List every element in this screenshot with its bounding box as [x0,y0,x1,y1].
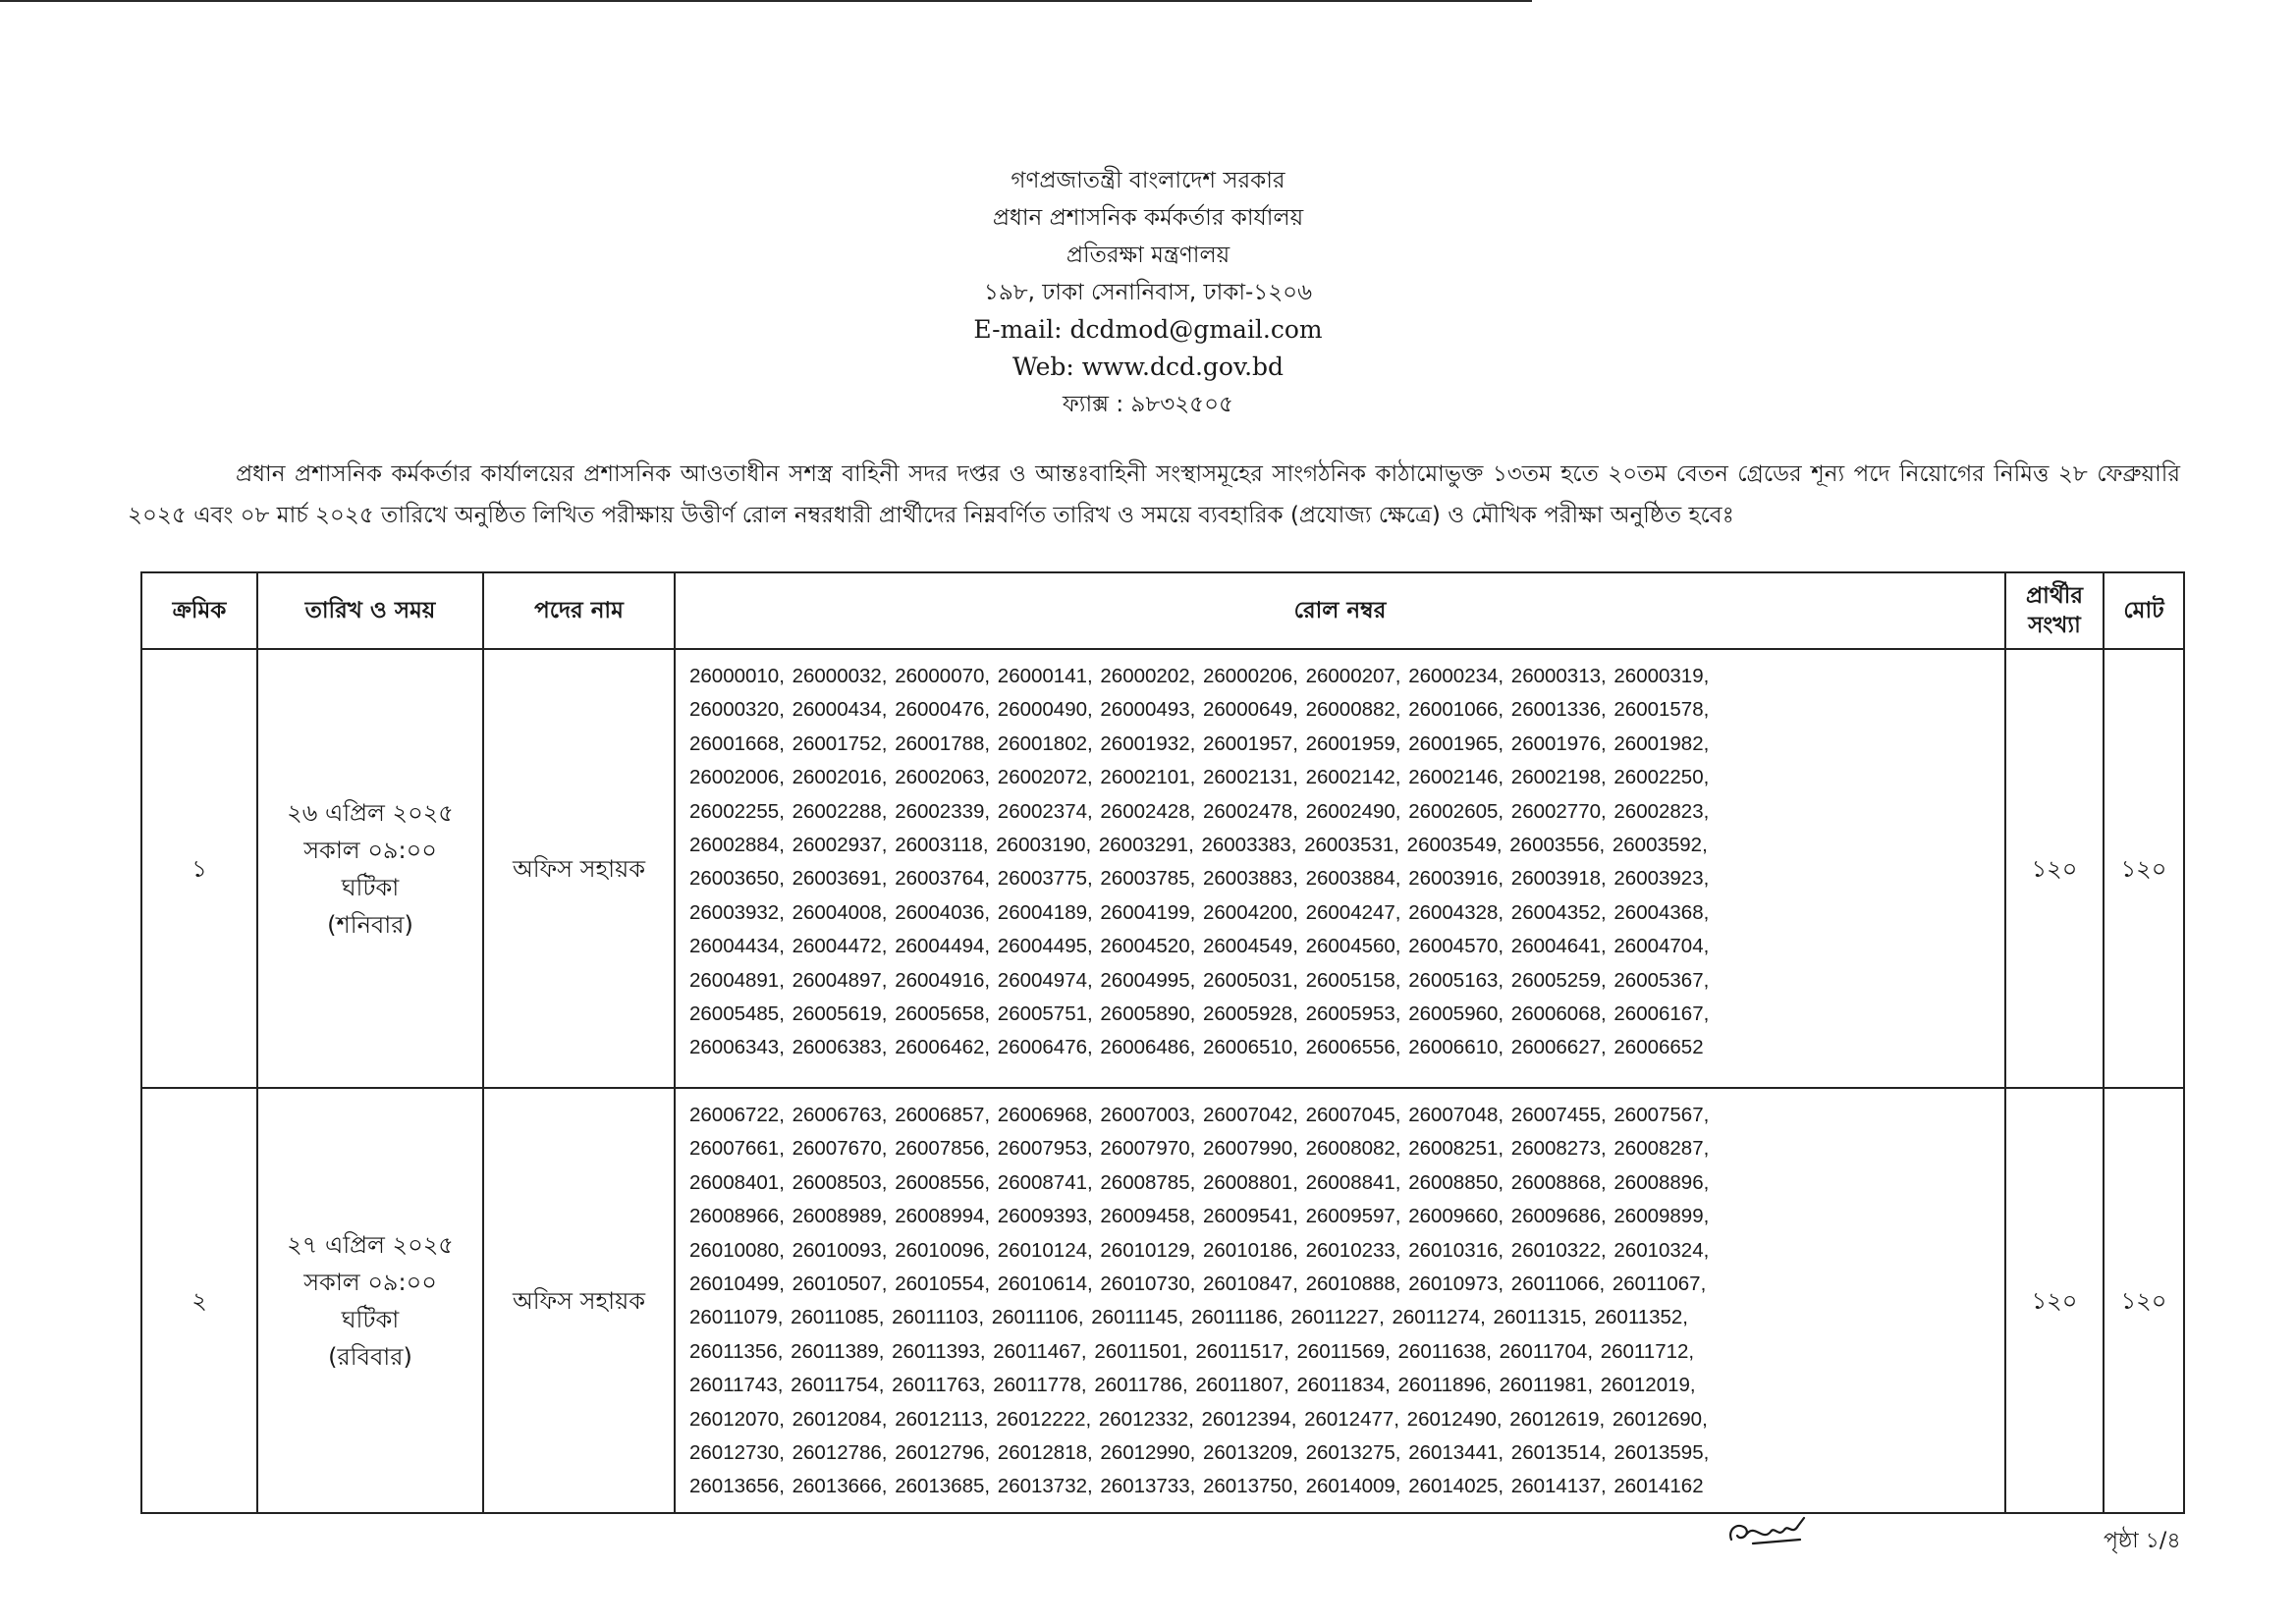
roll-number-line: 26007661, 26007670, 26007856, 26007953, 26007970, 26007990, 26008082, 26008251, 26008273, 26008287, [689,1137,1710,1161]
roll-number-line: 26008401, 26008503, 26008556, 26008741, 26008785, 26008801, 26008841, 26008850, 26008868, 26008896, [689,1170,1710,1194]
roll-number-line: 26006343, 26006383, 26006462, 26006476, 26006486, 26006510, 26006556, 26006610, 26006627, 26006652 [689,1036,1704,1059]
office-name: প্রধান প্রশাসনিক কর্মকর্তার কার্যালয় [992,205,1304,231]
table-header-row [141,572,2184,649]
roll-number-line: 26013656, 26013666, 26013685, 26013732, 26013733, 26013750, 26014009, 26014025, 26014137, 26014162 [689,1475,1704,1498]
header-rolls: রোল নম্বর [675,572,2005,649]
roll-number-line: 26011356, 26011389, 26011393, 26011467, 26011501, 26011517, 26011569, 26011638, 26011704, 26011712, [689,1339,1695,1363]
table-row [141,649,2184,1088]
datetime-unit: ঘটিকা [341,873,400,901]
roll-number-line: 26008966, 26008989, 26008994, 26009393, 26009458, 26009541, 26009597, 26009660, 26009686, 26009899, [689,1205,1710,1228]
roll-number-line: 26001668, 26001752, 26001788, 26001802, 26001932, 26001957, 26001959, 26001965, 26001976, 26001982, [689,731,1710,755]
roll-number-line: 26006722, 26006763, 26006857, 26006968, 26007003, 26007042, 26007045, 26007048, 26007455, 26007567, [689,1104,1710,1126]
notice-paragraph: প্রধান প্রশাসনিক কর্মকর্তার কার্যালয়ের প্রশাসনিক আওতাধীন সশস্ত্র বাহিনী সদর দপ্তর ও আন্তঃবাহিনী সংস্থাসমূহের সাংগঠনিক কাঠামোভুক্ত ১৩তম হতে ২০তম বেতন গ্রেডের শূন্য পদে নিয়োগের নিমিত্ত ২৮ ফেব্রুয়ারি ২০২৫ এবং ০৮ মার্চ ২০২৫ তারিখে অনুষ্ঠিত লিখিত পরীক্ষায় উত্তীর্ণ রোল নম্বরধারী প্রার্থীদের নিম্নবর্ণিত তারিখ ও সময়ে ব্যবহারিক (প্রযোজ্য ক্ষেত্রে) ও মৌখিক পরীক্ষা অনুষ্ঠিত হবেঃ [128,461,2180,528]
office-address: ১৯৮, ঢাকা সেনানিবাস, ঢাকা-১২০৬ [983,280,1313,305]
datetime-cell [257,649,483,1088]
roll-numbers-cell [675,649,2005,1088]
table-row [141,1088,2184,1513]
total-cell: ১২০ [2104,1088,2184,1513]
serial-cell: ১ [141,649,257,1088]
serial-cell: ২ [141,1088,257,1513]
post-cell: অফিস সহায়ক [483,1088,675,1513]
roll-number-line: 26004891, 26004897, 26004916, 26004974, 26004995, 26005031, 26005158, 26005163, 26005259, 26005367, [689,968,1710,992]
roll-number-line: 26004434, 26004472, 26004494, 26004495, 26004520, 26004549, 26004560, 26004570, 26004641, 26004704, [689,935,1710,958]
roll-number-line: 26003650, 26003691, 26003764, 26003775, 26003785, 26003883, 26003884, 26003916, 26003918, 26003923, [689,867,1710,891]
roll-number-line: 26011743, 26011754, 26011763, 26011778, 26011786, 26011807, 26011834, 26011896, 26011981, 26012019, [689,1374,1696,1397]
datetime-day: (রবিবার) [328,1342,412,1371]
letterhead [0,162,2296,423]
total-cell: ১২০ [2104,649,2184,1088]
roll-number-line: 26003932, 26004008, 26004036, 26004189, 26004199, 26004200, 26004247, 26004328, 26004352, 26004368, [689,900,1710,924]
roll-number-line: 26012070, 26012084, 26012113, 26012222, 26012332, 26012394, 26012477, 26012490, 26012619, 26012690, [689,1407,1708,1431]
signature-mark [1723,1512,1812,1551]
roll-number-line: 26011079, 26011085, 26011103, 26011106, 26011145, 26011186, 26011227, 26011274, 26011315, 26011352, [689,1306,1689,1329]
post-cell: অফিস সহায়ক [483,649,675,1088]
ministry-name: প্রতিরক্ষা মন্ত্রণালয় [1066,243,1230,268]
roll-number-line: 26002884, 26002937, 26003118, 26003190, 26003291, 26003383, 26003531, 26003549, 26003556, 26003592, [689,834,1708,857]
roll-number-line: 26005485, 26005619, 26005658, 26005751, 26005890, 26005928, 26005953, 26005960, 26006068, 26006167, [689,1002,1710,1026]
roll-number-line: 26000010, 26000032, 26000070, 26000141, 26000202, 26000206, 26000207, 26000234, 26000313, 26000319, [689,665,1710,687]
roll-number-line: 26000320, 26000434, 26000476, 26000490, 26000493, 26000649, 26000882, 26001066, 26001336, 26001578, [689,698,1710,722]
roll-number-line: 26002006, 26002016, 26002063, 26002072, 26002101, 26002131, 26002142, 26002146, 26002198, 26002250, [689,766,1710,789]
candidates-cell: ১২০ [2005,1088,2104,1513]
roll-number-line: 26010080, 26010093, 26010096, 26010124, 26010129, 26010186, 26010233, 26010316, 26010322, 26010324, [689,1238,1710,1262]
header-post: পদের নাম [483,572,675,649]
web-line: Web: www.dcd.gov.bd [1011,352,1285,381]
government-name: গণপ্রজাতন্ত্রী বাংলাদেশ সরকার [1011,168,1285,193]
roll-number-line: 26010499, 26010507, 26010554, 26010614, 26010730, 26010847, 26010888, 26010973, 26011066, 26011067, [689,1272,1707,1296]
header-serial: ক্রমিক [141,572,257,649]
datetime-day: (শনিবার) [327,910,413,939]
roll-number-line: 26012730, 26012786, 26012796, 26012818, 26012990, 26013209, 26013275, 26013441, 26013514, 26013595, [689,1441,1710,1465]
header-candidates: প্রার্থীর সংখ্যা [2005,572,2104,649]
roll-number-line: 26002255, 26002288, 26002339, 26002374, 26002428, 26002478, 26002490, 26002605, 26002770, 26002823, [689,799,1710,823]
fax-line: ফ্যাক্স : ৯৮৩২৫০৫ [1063,392,1233,417]
exam-schedule-table [140,571,2185,1514]
datetime-time: সকাল ০৯:০০ [303,1268,437,1296]
datetime-time: সকাল ০৯:০০ [303,836,437,864]
header-datetime: তারিখ ও সময় [257,572,483,649]
datetime-cell [257,1088,483,1513]
candidates-cell: ১২০ [2005,649,2104,1088]
page-number: পৃষ্ঠা ১/৪ [2104,1529,2181,1553]
roll-numbers-cell [675,1088,2005,1513]
header-total: মোট [2104,572,2184,649]
datetime-date: ২৭ এপ্রিল ২০২৫ [287,1230,454,1259]
email-line: E-mail: dcdmod@gmail.com [973,315,1323,344]
datetime-unit: ঘটিকা [341,1305,400,1333]
scan-edge-line [0,0,1532,2]
datetime-date: ২৬ এপ্রিল ২০২৫ [287,798,454,827]
